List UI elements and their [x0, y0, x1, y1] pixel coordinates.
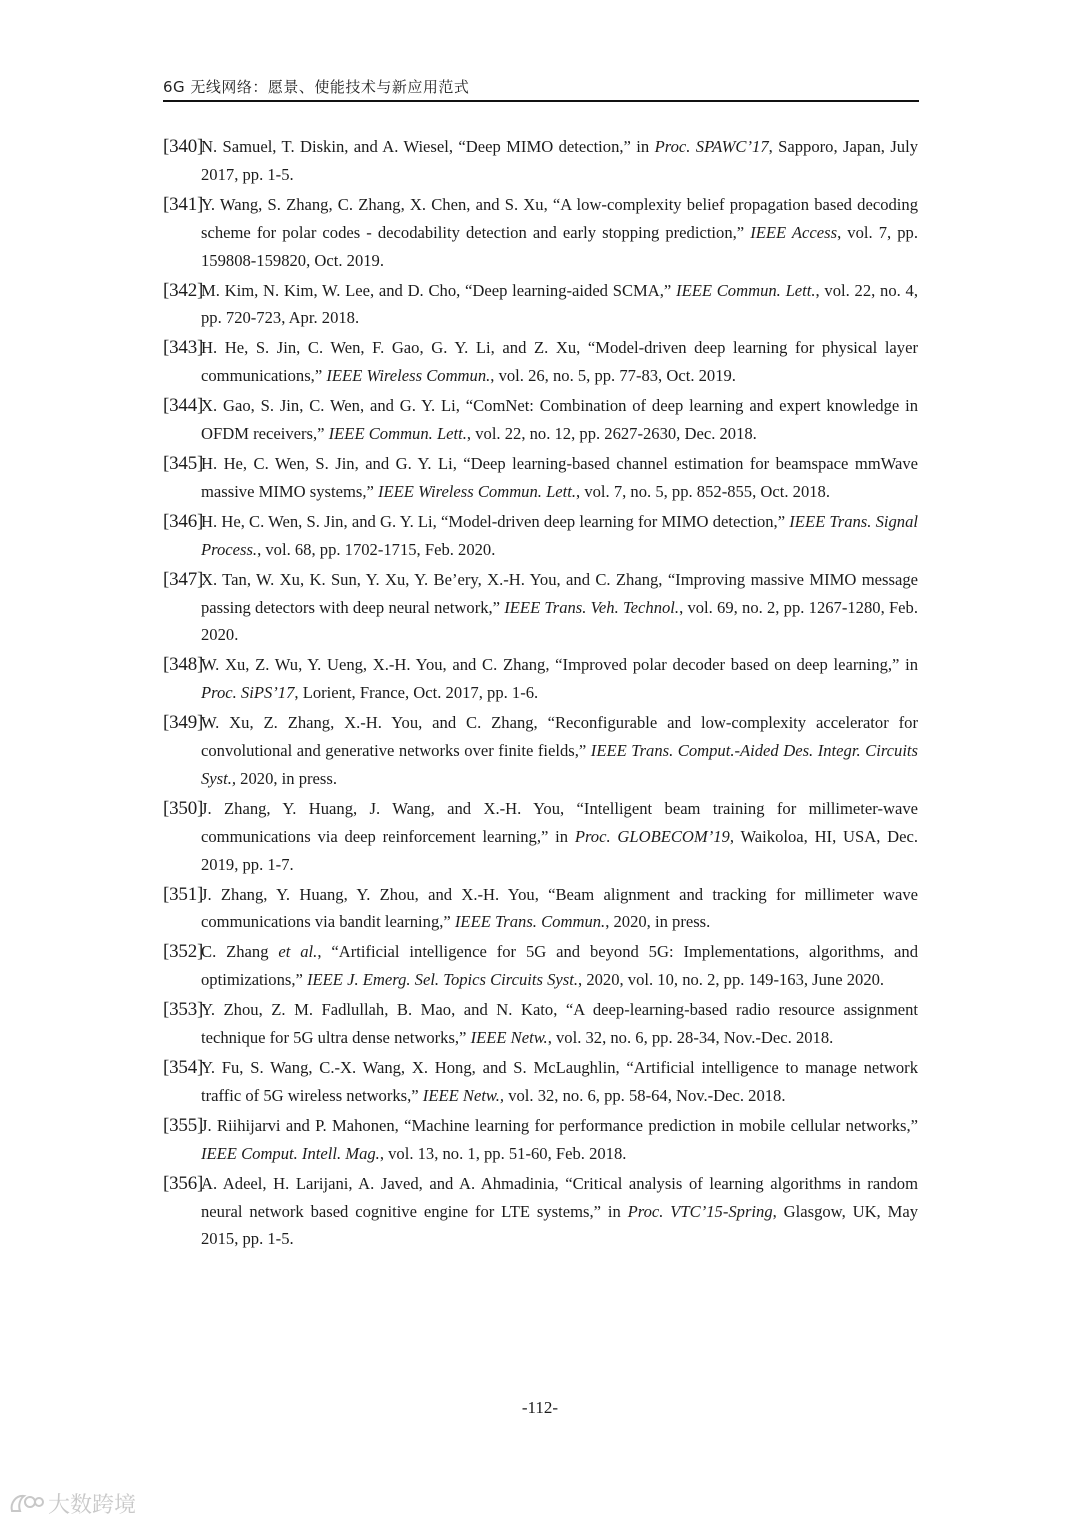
- reference-item: [163, 1054, 918, 1110]
- reference-segment: X. Gao, S. Jin, C. Wen, and G. Y. Li, “ComNet: Combination of deep learning and expert knowledge in OFDM receivers,”: [201, 396, 918, 444]
- reference-segment: W. Xu, Z. Zhang, X.-H. You, and C. Zhang, “Reconfigurable and low-complexity accelerator for convolutional and generative networks over finite fields,”: [201, 713, 918, 761]
- reference-segment: J. Zhang, Y. Huang, Y. Zhou, and X.-H. You, “Beam alignment and tracking for millimeter wave communications via bandit learning,”: [201, 884, 918, 932]
- reference-segment: , 2020, vol. 10, no. 2, pp. 149-163, June 2020.: [578, 970, 885, 990]
- reference-text: [201, 709, 918, 793]
- reference-segment: H. He, S. Jin, C. Wen, F. Gao, G. Y. Li, and Z. Xu, “Model-driven deep learning for physical layer communications,”: [201, 338, 918, 386]
- reference-number: [349]: [163, 712, 204, 734]
- watermark-logo-icon: [8, 1491, 44, 1517]
- reference-segment: J. Riihijarvi and P. Mahonen, “Machine learning for performance prediction in mobile cellular networks,”: [201, 1115, 918, 1135]
- page-number: -112-: [521, 1398, 559, 1417]
- reference-venue: IEEE Trans. Signal Process.: [201, 511, 919, 559]
- reference-text: [201, 881, 918, 937]
- reference-segment: M. Kim, N. Kim, W. Lee, and D. Cho, “Deep learning-aided SCMA,”: [201, 280, 677, 300]
- reference-number: [350]: [163, 797, 204, 819]
- reference-venue: IEEE Trans. Commun.: [454, 912, 606, 932]
- reference-segment: H. He, C. Wen, S. Jin, and G. Y. Li, “Deep learning-based channel estimation for beamspace mmWave massive MIMO systems,”: [201, 453, 918, 501]
- reference-number: [355]: [163, 1114, 204, 1136]
- reference-segment: , Lorient, France, Oct. 2017, pp. 1-6.: [294, 683, 539, 703]
- reference-item: [163, 277, 918, 333]
- reference-number: [352]: [163, 941, 204, 963]
- reference-number: [340]: [163, 136, 204, 157]
- reference-segment: , Sapporo, Japan, July 2017, pp. 1-5.: [201, 137, 919, 184]
- reference-item: [163, 334, 918, 390]
- reference-segment: N. Samuel, T. Diskin, and A. Wiesel, “Deep MIMO detection,” in: [201, 137, 655, 156]
- reference-text: [201, 1054, 918, 1110]
- reference-item: [163, 133, 918, 189]
- reference-segment: , vol. 22, no. 12, pp. 2627-2630, Dec. 2018.: [466, 424, 757, 444]
- reference-segment: , vol. 7, pp. 159808-159820, Oct. 2019.: [201, 222, 918, 270]
- reference-item: [163, 938, 918, 994]
- reference-item: [163, 191, 918, 275]
- reference-text: [201, 795, 918, 879]
- reference-item: [163, 651, 918, 707]
- reference-text: [201, 392, 918, 448]
- reference-segment: , vol. 68, pp. 1702-1715, Feb. 2020.: [257, 539, 496, 559]
- reference-segment: , Glasgow, UK, May 2015, pp. 1-5.: [201, 1201, 918, 1249]
- reference-venue: IEEE Access: [750, 222, 838, 242]
- reference-venue: Proc. SiPS’17: [201, 683, 295, 703]
- reference-segment: 2020, in press.: [236, 768, 337, 788]
- reference-number: [348]: [163, 654, 204, 676]
- reference-text: [201, 938, 918, 994]
- reference-segment: , Waikoloa, HI, USA, Dec. 2019, pp. 1-7.: [201, 826, 918, 874]
- reference-text: [201, 191, 918, 275]
- reference-text: [201, 566, 918, 650]
- reference-item: [163, 795, 918, 879]
- reference-number: [344]: [163, 395, 204, 417]
- reference-segment: W. Xu, Z. Wu, Y. Ueng, X.-H. You, and C. Zhang, “Improved polar decoder based on deep learning,” in: [201, 655, 918, 675]
- reference-number: [346]: [163, 510, 204, 532]
- reference-venue: IEEE Trans. Veh. Technol.: [504, 597, 680, 617]
- reference-number: [353]: [163, 999, 204, 1021]
- reference-segment: Y. Wang, S. Zhang, C. Zhang, X. Chen, and S. Xu, “A low-complexity belief propagation based decoding scheme for polar codes - decodability detection and early stopping prediction,”: [201, 194, 918, 242]
- reference-item: [163, 566, 918, 650]
- reference-venue: Proc. GLOBECOM’19: [574, 826, 730, 846]
- header-rule: [163, 100, 919, 102]
- reference-segment: , 2020, in press.: [605, 912, 711, 932]
- reference-text: [201, 450, 918, 506]
- reference-number: [343]: [163, 337, 204, 359]
- reference-text: [201, 133, 918, 189]
- reference-segment: , vol. 13, no. 1, pp. 51-60, Feb. 2018.: [379, 1143, 627, 1163]
- reference-segment: Y. Fu, S. Wang, C.-X. Wang, X. Hong, and S. McLaughlin, “Artificial intelligence to manage network traffic of 5G wireless networks,”: [201, 1058, 918, 1105]
- reference-venue: IEEE Netw.,: [422, 1085, 505, 1105]
- reference-segment: J. Zhang, Y. Huang, J. Wang, and X.-H. You, “Intelligent beam training for millimeter-wave communications via deep reinforcement learning,” in: [201, 798, 918, 846]
- reference-item: [163, 996, 918, 1052]
- reference-segment: , “Artificial intelligence for 5G and beyond 5G: Implementations, algorithms, and optimizations,”: [201, 942, 918, 990]
- reference-segment: A. Adeel, H. Larijani, A. Javed, and A. Ahmadinia, “Critical analysis of learning algorithms in random neural network based cognitive engine for LTE systems,” in: [201, 1173, 918, 1221]
- reference-venue: IEEE Wireless Commun.: [326, 366, 491, 386]
- reference-segment: , vol. 69, no. 2, pp. 1267-1280, Feb. 2020.: [201, 597, 918, 645]
- reference-text: [201, 996, 918, 1052]
- reference-segment: H. He, C. Wen, S. Jin, and G. Y. Li, “Model-driven deep learning for MIMO detection,”: [201, 511, 790, 531]
- reference-segment: vol. 32, no. 6, pp. 58-64, Nov.-Dec. 2018.: [504, 1085, 786, 1105]
- reference-text: [201, 334, 918, 390]
- reference-text: [201, 651, 918, 707]
- reference-number: [351]: [163, 883, 204, 905]
- reference-text: [201, 1170, 918, 1254]
- reference-number: [356]: [163, 1172, 204, 1194]
- reference-segment: C. Zhang: [201, 942, 279, 962]
- reference-item: [163, 1112, 918, 1168]
- reference-segment: X. Tan, W. Xu, K. Sun, Y. Xu, Y. Be’ery, X.-H. You, and C. Zhang, “Improving massive MIMO message passing detectors with deep neural network,”: [201, 569, 918, 617]
- reference-number: [354]: [163, 1057, 204, 1078]
- reference-number: [347]: [163, 568, 204, 590]
- watermark: [8, 1488, 136, 1519]
- reference-venue: IEEE Commun. Lett.: [676, 280, 816, 300]
- reference-segment: Y. Zhou, Z. M. Fadlullah, B. Mao, and N. Kato, “A deep-learning-based radio resource assignment technique for 5G ultra dense networks,”: [201, 1000, 918, 1048]
- reference-venue: Proc. SPAWC’17: [654, 137, 769, 156]
- reference-number: [341]: [163, 193, 204, 215]
- running-header: 6G 无线网络：愿景、使能技术与新应用范式: [163, 78, 470, 96]
- reference-list: [163, 133, 918, 1255]
- reference-venue: IEEE Comput. Intell. Mag.: [201, 1143, 380, 1163]
- reference-text: [201, 1112, 918, 1168]
- watermark-text: 大数跨境: [48, 1493, 137, 1518]
- reference-number: [342]: [163, 279, 204, 301]
- reference-item: [163, 1170, 918, 1254]
- reference-segment: , vol. 7, no. 5, pp. 852-855, Oct. 2018.: [576, 481, 830, 501]
- reference-item: [163, 392, 918, 448]
- reference-segment: , vol. 22, no. 4, pp. 720-723, Apr. 2018.: [201, 280, 918, 328]
- reference-number: [345]: [163, 452, 204, 474]
- reference-item: [163, 450, 918, 506]
- reference-venue: IEEE Trans. Comput.-Aided Des. Integr. Circuits Syst.,: [201, 741, 918, 788]
- reference-venue: IEEE Wireless Commun. Lett.: [378, 481, 577, 501]
- reference-venue: IEEE J. Emerg. Sel. Topics Circuits Syst.: [307, 970, 579, 990]
- reference-venue: IEEE Netw.: [470, 1028, 548, 1048]
- reference-venue: et al.: [278, 942, 318, 962]
- reference-item: [163, 709, 918, 793]
- reference-venue: Proc. VTC’15-Spring: [627, 1201, 773, 1221]
- reference-text: [201, 277, 918, 333]
- reference-text: [201, 508, 918, 564]
- reference-venue: IEEE Commun. Lett.: [328, 424, 467, 444]
- reference-item: [163, 508, 918, 564]
- reference-segment: , vol. 26, no. 5, pp. 77-83, Oct. 2019.: [490, 366, 736, 386]
- reference-segment: , vol. 32, no. 6, pp. 28-34, Nov.-Dec. 2018.: [547, 1028, 834, 1048]
- reference-item: [163, 881, 918, 937]
